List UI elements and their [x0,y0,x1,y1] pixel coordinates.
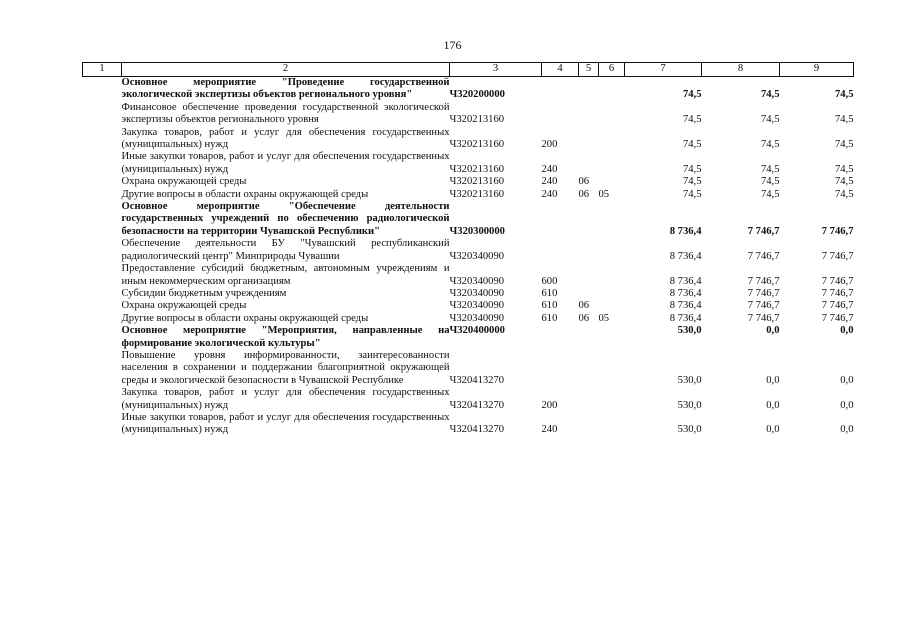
row-value-9: 0,0 [840,424,854,436]
cell-col-1 [83,325,122,350]
cell-col-1 [83,412,122,437]
header-col-8: 8 [702,63,780,77]
row-code: Ч320340090 [449,287,505,299]
row-value-9: 74,5 [834,139,854,151]
cell-col-1 [83,238,122,263]
row-col-4 [542,201,579,238]
row-value-7: 8 736,4 [669,250,702,262]
row-col-4: 240 [541,188,558,200]
row-value-9: 7 746,7 [821,250,854,262]
row-col-4 [542,350,579,387]
row-value-8: 7 746,7 [747,250,780,262]
row-col-6 [599,102,625,127]
row-col-5 [579,412,599,437]
header-col-2: 2 [122,63,450,77]
row-value-8: 74,5 [760,114,780,126]
row-col-4: 240 [541,163,558,175]
row-col-5 [579,102,599,127]
table-row [83,189,854,201]
header-col-3: 3 [450,63,542,77]
header-col-9: 9 [780,63,854,77]
table-row [83,387,854,412]
row-name: Предоставление субсидий бюджетным, автономным учреждениям и иным некоммерческим организациям [121,263,450,287]
table-row [83,325,854,350]
row-value-8: 7 746,7 [747,287,780,299]
row-code: Ч320213160 [449,114,505,126]
row-col-6 [599,151,625,176]
table-row [83,288,854,300]
row-col-6 [599,350,625,387]
cell-col-1 [83,127,122,152]
row-value-7: 8 736,4 [669,312,702,324]
header-col-4: 4 [542,63,579,77]
row-value-8: 7 746,7 [747,275,780,287]
row-code: Ч320300000 [449,225,505,237]
cell-col-1 [83,201,122,238]
row-code: Ч320340090 [449,250,505,262]
table-row [83,313,854,325]
row-value-7: 530,0 [677,374,702,386]
row-col-5: 06 [578,176,590,188]
table-row [83,238,854,263]
row-col-6 [599,288,625,300]
row-value-7: 530,0 [677,424,702,436]
row-value-7: 8 736,4 [669,225,702,237]
row-name: Повышение уровня информированности, заинтересованности населения в сохранении и поддержании благоприятной окружающей среды и экологической безопасности в Чувашской Республике [121,349,450,386]
row-value-8: 0,0 [766,424,780,436]
row-col-6 [599,127,625,152]
row-col-5 [579,201,599,238]
row-col-4 [542,325,579,350]
row-col-5 [579,350,599,387]
row-value-9: 74,5 [834,176,854,188]
row-col-6 [599,201,625,238]
row-value-9: 74,5 [834,89,854,101]
row-col-5: 06 [578,300,590,312]
table-row [83,176,854,188]
row-name: Охрана окружающей среды [121,300,247,312]
row-value-9: 0,0 [840,399,854,411]
row-col-6 [599,325,625,350]
table-row [83,201,854,238]
row-value-7: 8 736,4 [669,287,702,299]
row-col-4: 240 [541,176,558,188]
cell-col-1 [83,102,122,127]
row-col-4: 200 [541,399,558,411]
header-row [83,63,854,77]
row-value-9: 7 746,7 [821,312,854,324]
row-value-7: 74,5 [682,89,702,101]
row-name: Другие вопросы в области охраны окружающей среды [121,312,369,324]
row-col-5 [579,263,599,288]
row-code: Ч320340090 [449,300,505,312]
cell-col-1 [83,387,122,412]
row-value-9: 7 746,7 [821,275,854,287]
row-value-8: 7 746,7 [747,312,780,324]
row-value-8: 0,0 [766,325,780,337]
row-col-5 [579,238,599,263]
row-name: Субсидии бюджетным учреждениям [121,287,287,299]
row-code: Ч320213160 [449,163,505,175]
table-row [83,350,854,387]
cell-col-1 [83,189,122,201]
row-col-4 [542,77,579,102]
row-col-4: 610 [541,287,558,299]
row-name: Иные закупки товаров, работ и услуг для обеспечения государственных (муниципальных) нужд [121,151,450,175]
row-name: Закупка товаров, работ и услуг для обеспечения государственных (муниципальных) нужд [121,387,450,411]
row-col-5 [579,288,599,300]
cell-col-1 [83,151,122,176]
cell-col-1 [83,350,122,387]
row-value-9: 0,0 [840,325,854,337]
row-name: Основное мероприятие "Проведение государственной экологической экспертизы объектов регионального уровня" [121,77,450,101]
row-name: Закупка товаров, работ и услуг для обеспечения государственных (муниципальных) нужд [121,126,450,151]
row-value-7: 74,5 [682,163,702,175]
table-row [83,412,854,437]
cell-col-1 [83,300,122,312]
table-row [83,102,854,127]
row-value-7: 74,5 [682,176,702,188]
cell-col-1 [83,77,122,102]
row-col-4: 240 [541,424,558,436]
header-col-5: 5 [579,63,599,77]
row-value-7: 8 736,4 [669,275,702,287]
row-col-5: 06 [578,188,590,200]
row-value-7: 8 736,4 [669,300,702,312]
row-value-8: 74,5 [760,139,780,151]
cell-col-1 [83,288,122,300]
row-col-6 [599,238,625,263]
row-code: Ч320400000 [449,325,505,337]
row-code: Ч320413270 [449,424,505,436]
row-code: Ч320413270 [449,374,505,386]
row-name: Основное мероприятие "Мероприятия, направленные на формирование экологической культуры" [121,325,450,349]
budget-table [82,62,854,437]
row-name: Иные закупки товаров, работ и услуг для обеспечения государственных (муниципальных) нужд [121,411,450,436]
table-row [83,151,854,176]
row-col-5 [579,387,599,412]
row-col-6 [599,263,625,288]
row-col-5 [579,325,599,350]
row-value-9: 7 746,7 [821,300,854,312]
row-value-9: 74,5 [834,114,854,126]
row-value-8: 74,5 [760,89,780,101]
row-code: Ч320340090 [449,275,505,287]
row-name: Охрана окружающей среды [121,176,247,188]
row-value-8: 74,5 [760,163,780,175]
row-value-7: 74,5 [682,114,702,126]
header-col-6: 6 [599,63,625,77]
row-name: Другие вопросы в области охраны окружающей среды [121,188,369,200]
row-col-5 [579,77,599,102]
row-value-7: 530,0 [677,325,702,337]
row-value-9: 7 746,7 [821,225,854,237]
row-col-4: 610 [541,300,558,312]
row-col-6 [599,300,625,312]
row-value-8: 0,0 [766,374,780,386]
row-col-4: 610 [541,312,558,324]
row-code: Ч320213160 [449,176,505,188]
row-value-7: 74,5 [682,188,702,200]
row-value-7: 74,5 [682,139,702,151]
row-col-6 [599,77,625,102]
table-row [83,263,854,288]
row-code: Ч320213160 [449,188,505,200]
row-col-5 [579,127,599,152]
row-code: Ч320413270 [449,399,505,411]
row-value-9: 7 746,7 [821,287,854,299]
table-row [83,77,854,102]
cell-col-1 [83,263,122,288]
page-number: 176 [443,38,462,52]
row-value-9: 74,5 [834,188,854,200]
row-col-6 [599,412,625,437]
row-code: Ч320340090 [449,312,505,324]
row-value-7: 530,0 [677,399,702,411]
row-col-4 [542,102,579,127]
row-value-9: 0,0 [840,374,854,386]
row-value-8: 7 746,7 [747,225,780,237]
row-value-8: 74,5 [760,176,780,188]
row-value-9: 74,5 [834,163,854,175]
row-name: Обеспечение деятельности БУ "Чувашский республиканский радиологический центр" Минприроды Чувашии [121,238,450,262]
row-name: Финансовое обеспечение проведения государственной экологической экспертизы объектов регионального уровня [121,101,450,126]
row-col-4: 200 [541,139,558,151]
header-col-1: 1 [83,63,122,77]
cell-col-1 [83,176,122,188]
row-value-8: 7 746,7 [747,300,780,312]
row-code: Ч320200000 [449,89,505,101]
row-col-4: 600 [541,275,558,287]
row-col-4 [542,238,579,263]
row-code: Ч320213160 [449,139,505,151]
row-col-5 [579,151,599,176]
table-row [83,127,854,152]
row-name: Основное мероприятие "Обеспечение деятельности государственных учреждений по обеспечению радиологической безопасности на территории Чувашской Республики" [121,201,450,237]
row-col-6: 05 [598,188,610,200]
row-value-8: 74,5 [760,188,780,200]
row-col-6: 05 [598,312,610,324]
cell-col-1 [83,313,122,325]
row-value-8: 0,0 [766,399,780,411]
row-col-6 [599,387,625,412]
table-row [83,300,854,312]
header-col-7: 7 [625,63,702,77]
row-col-6 [599,176,625,188]
row-col-5: 06 [578,312,590,324]
